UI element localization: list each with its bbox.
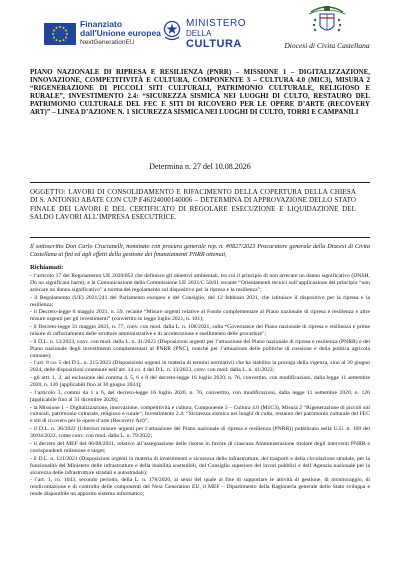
list-item: - il Decreto-legge 6 maggio 2021, n. 59, recante “Misure urgenti relative al Fondo complementare al Piano nazionale di ripresa e resilienza e altre misure urgenti per gli investimenti” (convertito in legge luglio 2021, n. 101); xyxy=(30,309,370,323)
list-item: - gli artt. 1, 2, ad esclusione del comma 4, 5, 6 e 8 del decreto-legge 16 luglio 2020, n. 76, convertito, con modificazioni, dalla legge 11 settembre 2020, n. 120 [applicabili fino al 30 giugno 2024]; xyxy=(30,375,370,389)
italian-republic-emblem-icon xyxy=(162,19,182,43)
eu-logo-line3: NextGenerationEU xyxy=(80,39,135,46)
list-item: - il Decreto-legge 31 maggio 2021, n. 77, conv. con mod. dalla L. n. 108/2021, sulla “Governance del Piano nazionale di ripresa e resilienza e prime misure di rafforzamento delle strutture amministrative e di accelerazione e snellimento delle procedure”; xyxy=(30,324,370,338)
list-item: - l’articolo 3, commi da 1 a 6, del decreto-legge 16 luglio 2020, n. 76, convertito, con modificazioni, dalla legge 11 settembre 2020, n. 120 [applicabile fino al 31 dicembre 2026]; xyxy=(30,389,370,403)
list-item: - l’articolo 17 del Regolamento UE 2020/852 che definisce gli obiettivi ambientali, tra cui il principio di non arrecare un danno significativo (DNSH, Do no significant harm), e la Comunicazione della Commissione UE 2021/C 58/01 recante “Orientamenti tecnici sull’applicazione del principio “non arrecare un danno significativo” a norma del regolamento sul dispositivo per la ripresa e la resilienza”; xyxy=(30,273,370,293)
diocese-logo xyxy=(282,4,372,50)
richiamati-list xyxy=(30,273,370,499)
header xyxy=(0,0,400,62)
subject-oggetto: OGGETTO: LAVORI DI CONSOLIDAMENTO E RIFACIMENTO DELLA COPERTURA DELLA CHIESA DI S. ANTONIO ABATE CON CUP F46J24000140006 – DETERMINA DI APPROVAZIONE DELLO STATO FINALE DEI LAVORI E DEL CERTIFICATO DI REGOLARE ESECUZIONE E LIQUIDAZIONE DEL SALDO LAVORI ALL’IMPRESA ESECUTRICE. xyxy=(30,188,356,221)
eu-flag-icon xyxy=(44,23,76,45)
list-item: - la Missione 1 – Digitalizzazione, innovazione, competitività e cultura, Componente 3 – Cultura 4.0 (M1C3), Misura 2 “Rigenerazione di piccoli siti culturali, patrimonio culturale, religioso e rurale”, Investimento 2.4: “Sicurezza sismica nei luoghi di culto, restauro del patrimonio culturale del FEC e siti di ricovero per le opere d’arte (Recovery Art)”; xyxy=(30,404,370,425)
list-item: - il decreto del MEF del 06/08/2021, relativo all’assegnazione delle risorse in favore di ciascuna Amministrazione titolare degli interventi PNRR e corrispondenti milestone e target; xyxy=(30,440,370,454)
list-item: - l’art. 1, co. 1043, secondo periodo, della L. n. 178/2020, ai sensi del quale al fine di supportare le attività di gestione, di monitoraggio, di rendicontazione e di controllo delle componenti del Next Generation EU, il MEF – Dipartimento della Ragioneria generale dello Stato sviluppa e rende disponibile un apposito sistema informatico; xyxy=(30,477,370,498)
diocese-caption: Diocesi di Civita Castellana xyxy=(284,41,370,50)
ministry-logo-line3: CULTURA xyxy=(186,38,242,50)
ministry-logo xyxy=(162,19,246,49)
top-divider xyxy=(30,182,370,183)
document-title: PIANO NAZIONALE DI RIPRESA E RESILIENZA (PNRR) – MISSIONE 1 – DIGITALIZZAZIONE, INNOVAZIONE, COMPETITIVITÀ E CULTURA, COMPONENTE 3 – CULTURA 4.0 (MIC3), MISURA 2 “RIGENERAZIONE DI PICCOLI SITI CULTURALI, PATRIMONIO CULTURALE, RELIGIOSO E RURALE”, INVESTIMENTO 2.4: “SICUREZZA SISMICA NEI LUOGHI DI CULTO, RESTAURO DEL PATRIMONIO CULTURALE DEL FEC E SITI DI RICOVERO PER LE OPERE D’ARTE (RECOVERY ART)” – LINEA D’AZIONE N. 1 SICUREZZA SISMICA NEI LUOGHI DI CULTO, TORRI E CAMPANILI xyxy=(30,68,370,117)
eu-funding-logo xyxy=(44,20,161,47)
eu-logo-line1: Finanziato xyxy=(80,19,123,29)
list-item: - il D.L. n. 121/2021 (Disposizioni urgenti in materia di investimenti e sicurezza delle infrastrutture, dei trasporti e della circolazione stradale, per la funzionalità del Ministero delle infrastrutture e della mobilità sostenibili, del Consiglio superiore dei lavori pubblici e dell’Agenzia nazionale per la sicurezza delle infrastrutture stradali e autostradali); xyxy=(30,455,370,476)
ministry-logo-line1: MINISTERO xyxy=(186,18,247,29)
eu-logo-line2: dall'Unione europea xyxy=(80,28,161,38)
list-item: - il D.L. n. 13/2023, conv. con mod. dalla L. n. 41/2023 (Disposizioni urgenti per l’attuazione del Piano nazionale di ripresa e resilienza (PNRR) e del Piano nazionale degli investimenti complementari al PNRR (PNC), nonché per l’attuazione delle politiche di coesione e della politica agricola comune); xyxy=(30,338,370,359)
signatory-intro: Il sottoscritto Don Carlo Crucianelli, nominato con procura generale rep. n. #0827/2023 Procuratore generale della Diocesi di Civita Castellana ai fini ed agli effetti della gestione dei finanziamenti PNRR ottenuti, xyxy=(30,243,370,258)
list-item: - il Regolamento (UE) 2021/241 del Parlamento europeo e del Consiglio, del 12 febbraio 2021, che istituisce il dispositivo per la ripresa e la resilienza; xyxy=(30,294,370,308)
diocese-crest-icon xyxy=(305,4,349,40)
determina-number: Determina n. 27 del 10.08.2026 xyxy=(149,162,251,171)
bottom-divider xyxy=(30,237,370,238)
ministry-logo-line2: DELLA xyxy=(186,29,212,38)
list-item: - il D.L. n. 36/2022 (Ulteriori misure urgenti per l’attuazione del Piano nazionale di ripresa e resilienza (PNRR)) pubblicato nella G.U. n. 100 del 30/04/2022, come conv. con mod. dalla L. n. 79/2022; xyxy=(30,426,370,440)
richiamati-label: Richiamati: xyxy=(30,264,64,271)
list-item: - l’art. 8 co. 5 del D.L. n. 215/2023 (Disposizioni urgenti in materia di termini normativi) che ha stabilito la proroga della vigenza, sino al 30 giugno 2024, delle disposizioni contenute nell’art. 14 co. 4 del D.L. n. 13/2023, conv. con mod. dalla L. n. 41/2023; xyxy=(30,360,370,374)
